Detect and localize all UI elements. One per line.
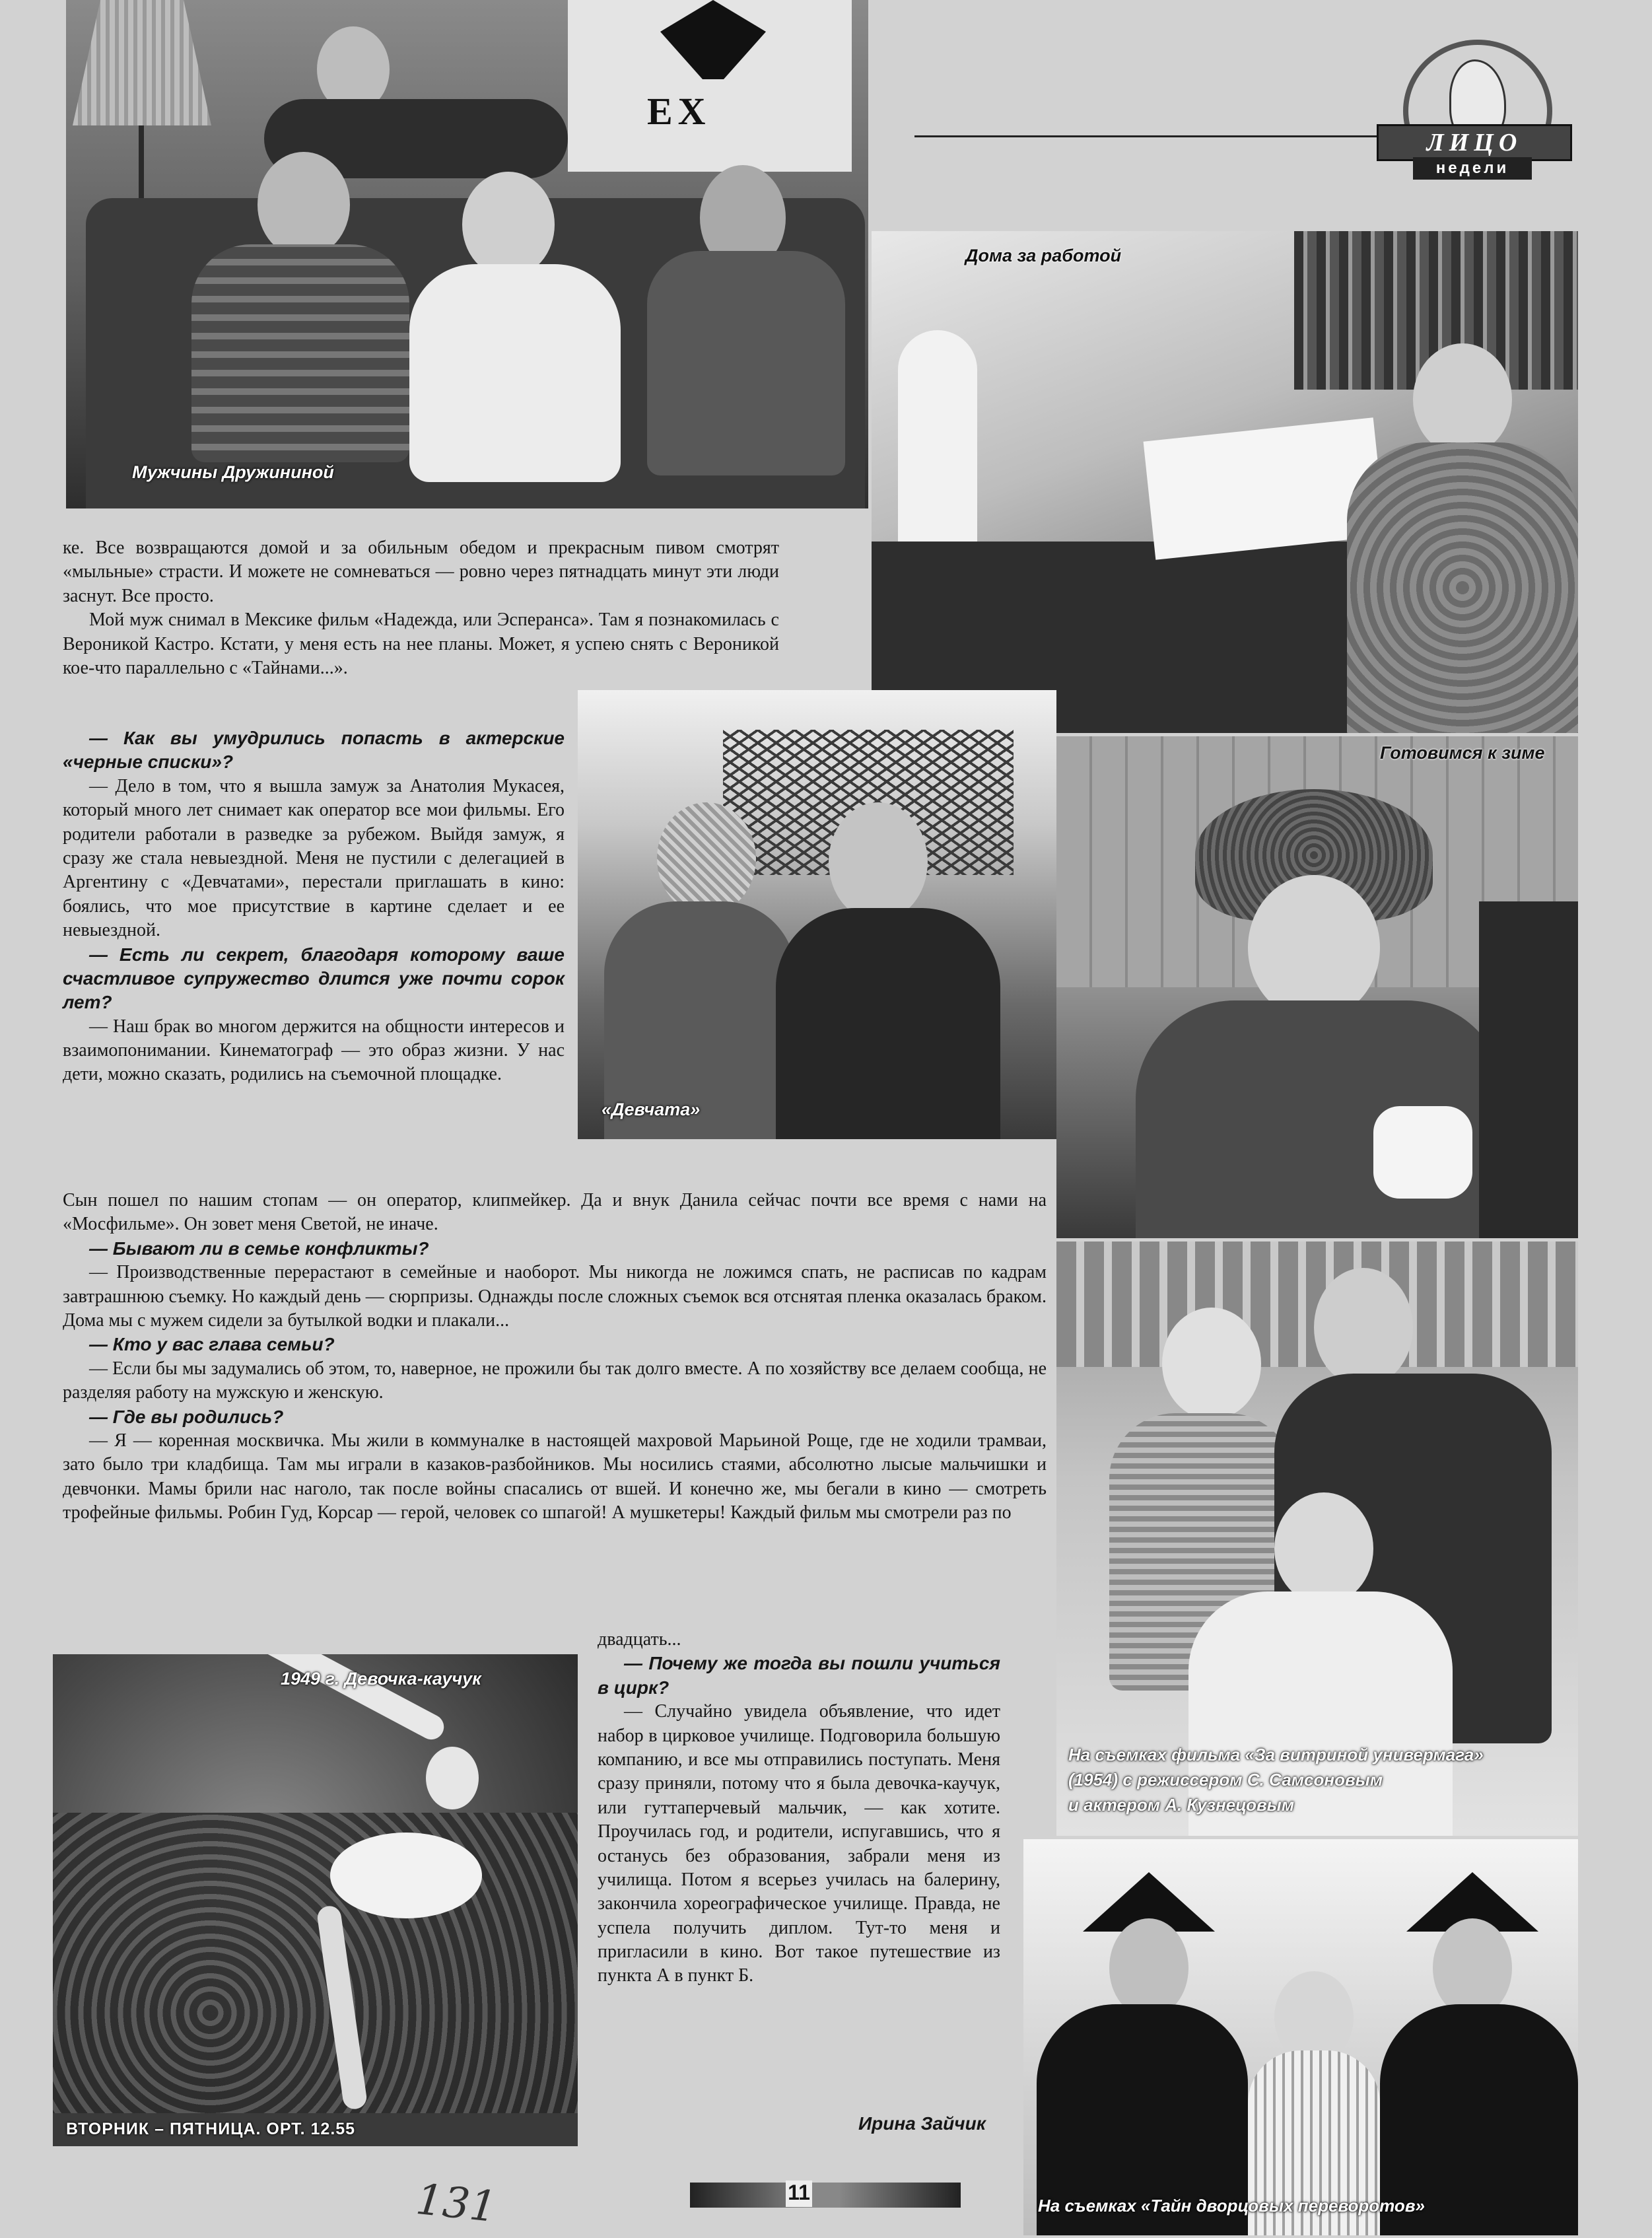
answer-6: — Случайно увидела объявление, что идет набор в цирковое училище. Подговорила большую компанию, и все мы отправились поступать. Меня сразу приняли, потому что я была девочка-каучук, или гуттаперчевый мальчик, — как хотите. Проучилась год, и родители, испугавшись, что я останусь без образования, забрали меня из училища. Потом я всерьез училась на балерину, закончила хореографическое училище. Правда, не успела получить диплом. Тут-то меня и пригласили в кино. Вот такое путешествие из пункта А в пункт Б. — [598, 1701, 1000, 1986]
logo-sub-plate — [1413, 157, 1532, 180]
logo-badge — [1377, 40, 1568, 182]
caption-samsonov-2: (1954) с режиссером С. Самсоновым — [1068, 1770, 1383, 1790]
logo-sub: недели — [1435, 159, 1509, 177]
question-1: — Как вы умудрились попасть в актерские «черные списки»? — [63, 728, 565, 773]
figure-man-right-body — [647, 251, 845, 475]
article-p2: Мой муж снимал в Мексике фильм «Надежда, или Эсперанса». Там я познакомилась с Вероникой Кастро. Кстати, у меня есть на нее планы. Может, я успею снять с Вероникой кое-что параллельно с «Тайнами...». — [63, 610, 779, 678]
photo-devchata — [578, 690, 1056, 1139]
answer-3: — Производственные перерастают в семейные и наоборот. Мы никогда не ложимся спать, не расписав по кадрам завтрашнюю съемку. Но каждый день — сюрпризы. Однажды после сложных съемок вся отснятая пленка оказалась браком. Дома мы с мужем сидели за бутылкой водки и плакали... — [63, 1262, 1047, 1331]
tv-banner-text: ВТОРНИК – ПЯТНИЦА. ОРТ. 12.55 — [66, 2120, 356, 2138]
figure-man-left-body — [191, 244, 409, 462]
figure-director — [1274, 1492, 1373, 1605]
answer-2a: — Наш брак во многом держится на общности интересов и взаимопонимании. Кинематограф — это образ жизни. У нас дети, можно сказать, родились на съемочной площадке. — [63, 1016, 565, 1085]
author-signature: Ирина Зайчик — [858, 2113, 986, 2134]
caption-samsonov-3: и актером А. Кузнецовым — [1068, 1795, 1295, 1815]
question-4: — Кто у вас глава семьи? — [89, 1334, 335, 1355]
coat-hanging — [1479, 901, 1578, 1238]
foliage — [53, 1813, 578, 2146]
figure-girl-left — [657, 802, 756, 915]
photo-coups — [1023, 1839, 1578, 2235]
figure-writer — [1413, 343, 1512, 456]
figure-guard-left — [1109, 1918, 1188, 2017]
figure-actress — [1162, 1308, 1261, 1420]
caption-child: 1949 г. Девочка-каучук — [281, 1669, 481, 1689]
header-rule — [914, 135, 1377, 137]
caption-family: Мужчины Дружининой — [132, 462, 334, 482]
figure-director-coups — [1274, 1971, 1354, 2064]
answer-5: — Я — коренная москвичка. Мы жили в коммуналке в настоящей махровой Марьиной Роще, где не ходили трамваи, зато было три кладбища. Там мы играли в казаков-разбойников. Мы носились стаями, абсолютно лысые мальчишки и девчонки. Мамы брили нас наголо, так после войны спасались от вшей. И конечно же, мы бегали в кино — смотреть трофейные фильмы. Робин Гуд, Корсар — герой, человек со шпагой! А мушкетеры! Каждый фильм мы смотрели раз по — [63, 1430, 1047, 1523]
caption-coups: На съемках «Тайн дворцовых переворотов» — [1038, 2196, 1425, 2216]
question-2: — Есть ли секрет, благодаря которому ваше счастливое супружество длится уже почти сорок лет? — [63, 944, 565, 1013]
rug-text: EX — [647, 90, 711, 133]
photo-child — [53, 1654, 578, 2146]
figure-ballerina-head — [426, 1747, 479, 1809]
page-number: 11 — [786, 2181, 812, 2207]
page-number-bar — [690, 2183, 961, 2208]
logo-plate — [1377, 124, 1572, 161]
article-col-top — [63, 536, 779, 680]
answer-5-end: двадцать... — [598, 1629, 681, 1650]
question-6: — Почему же тогда вы пошли учиться в цирк? — [598, 1653, 1000, 1698]
photo-winter — [1056, 736, 1578, 1238]
white-glove — [1373, 1106, 1472, 1199]
figure-actor — [1314, 1268, 1413, 1387]
figure-winter-face — [1248, 875, 1380, 1020]
photo-samsonov — [1056, 1241, 1578, 1836]
caption-work: Дома за работой — [965, 246, 1122, 265]
photo-work — [872, 231, 1578, 733]
figure-girl-right — [829, 802, 928, 921]
figure-writer-body — [1347, 442, 1578, 733]
figure-woman — [462, 172, 555, 277]
photo-family — [66, 0, 868, 508]
figure-woman-body — [409, 264, 621, 482]
logo-word: ЛИЦО — [1426, 129, 1523, 157]
answer-2b: Сын пошел по нашим стопам — он оператор, клипмейкер. Да и внук Данила сейчас почти все время с нами на «Мосфильме». Он зовет меня Светой, не иначе. — [63, 1190, 1047, 1235]
article-col-bottom — [598, 1628, 1000, 1988]
article-col-left — [63, 726, 565, 1087]
question-3: — Бывают ли в семье конфликты? — [89, 1238, 429, 1259]
answer-4: — Если бы мы задумались об этом, то, наверное, не прожили бы так долго вместе. А по хозяйству все делаем сообща, не разделяя работу на мужскую и женскую. — [63, 1358, 1047, 1403]
caption-devchata: «Девчата» — [602, 1100, 701, 1119]
caption-samsonov-1: На съемках фильма «За витриной универмага» — [1068, 1745, 1484, 1765]
answer-1: — Дело в том, что я вышла замуж за Анатолия Мукасея, который много лет снимает как оператор все мои фильмы. Его родители работали в разведке за рубежом. Выйдя замуж, я сразу же стала невыездной. Меня не пустили с делегацией в Аргентину с «Девчатами», перестали приглашать в кино: боялись, что мое присутствие в картине сделает и ее невыездной. — [63, 775, 565, 941]
article-col-wide — [63, 1189, 1047, 1525]
figure-man-left — [258, 152, 350, 258]
handwritten-number: 131 — [413, 2175, 499, 2233]
article-p1: ке. Все возвращаются домой и за обильным обедом и прекрасным пивом смотрят «мыльные» страсти. И можете не сомневаться — ровно через пятнадцать минут эти люди заснут. Все просто. — [63, 538, 779, 606]
caption-winter: Готовимся к зиме — [1380, 743, 1545, 763]
figure-ballerina-tutu — [330, 1833, 482, 1918]
figure-guard-right — [1433, 1918, 1512, 2017]
question-5: — Где вы родились? — [89, 1406, 284, 1427]
figure-girl-right-body — [776, 908, 1000, 1139]
